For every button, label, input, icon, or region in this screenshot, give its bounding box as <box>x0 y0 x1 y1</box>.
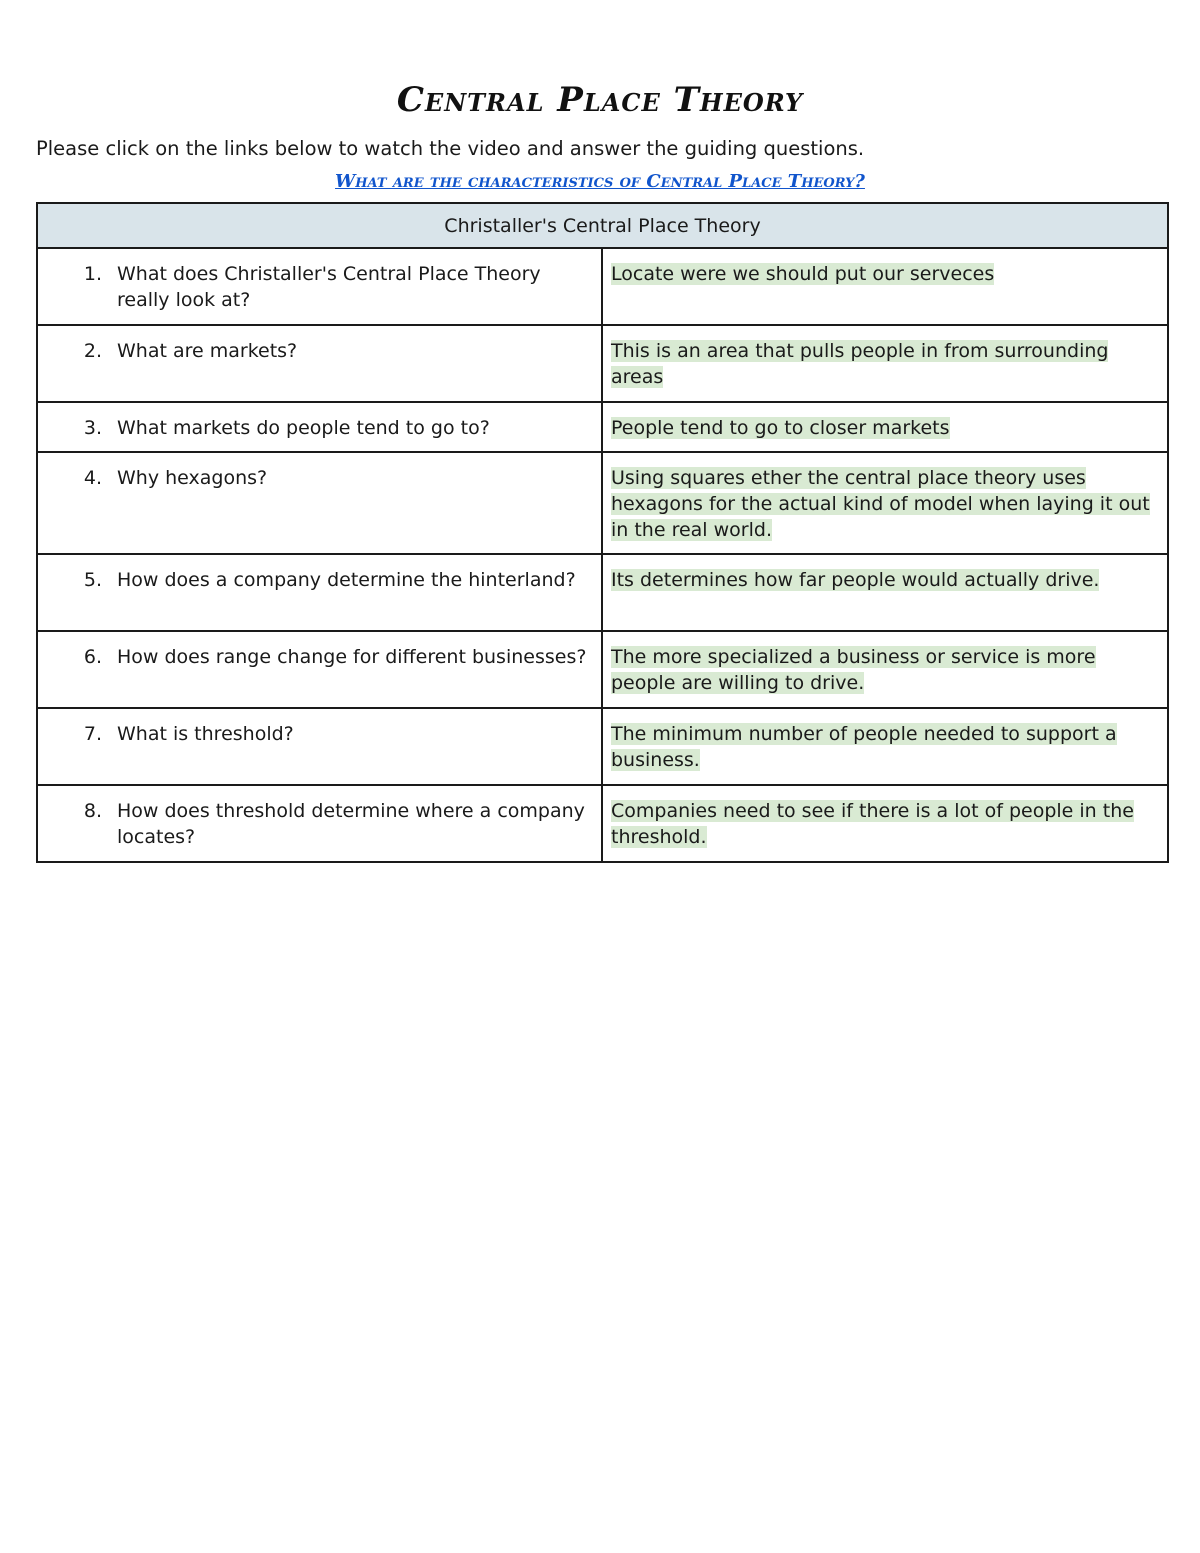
table-header: Christaller's Central Place Theory <box>37 203 1168 248</box>
answer-text: Locate were we should put our serveces <box>611 263 995 285</box>
instructions-text: Please click on the links below to watch the video and answer the guiding questions. <box>36 137 865 160</box>
answer-text: Companies need to see if there is a lot of people in the threshold. <box>611 800 1134 848</box>
question-number: 6. <box>83 646 102 668</box>
question-number: 5. <box>83 569 102 591</box>
question-cell <box>37 452 602 554</box>
question-text: What is threshold? <box>117 723 294 745</box>
answer-cell[interactable] <box>602 631 1168 708</box>
answer-cell[interactable] <box>602 248 1168 325</box>
question-cell <box>37 631 602 708</box>
table-row <box>37 452 1168 554</box>
question-number: 3. <box>83 417 102 439</box>
question-number: 7. <box>83 723 102 745</box>
answer-cell[interactable] <box>602 402 1168 452</box>
answer-cell[interactable] <box>602 708 1168 785</box>
question-text: What does Christaller's Central Place Theory really look at? <box>117 263 541 311</box>
video-link[interactable]: What are the characteristics of Central Place Theory? <box>335 171 865 192</box>
question-cell <box>37 402 602 452</box>
question-number: 2. <box>83 340 102 362</box>
question-text: What are markets? <box>117 340 298 362</box>
question-cell <box>37 554 602 631</box>
table-header-row <box>37 203 1168 248</box>
table-row <box>37 785 1168 862</box>
question-text: How does range change for different businesses? <box>117 646 587 668</box>
page-title: Central Place Theory <box>396 80 804 120</box>
question-number: 4. <box>83 467 102 489</box>
table-row <box>37 631 1168 708</box>
question-cell <box>37 248 602 325</box>
answer-text: This is an area that pulls people in from surrounding areas <box>611 340 1109 388</box>
question-text: How does threshold determine where a company locates? <box>117 800 585 848</box>
table-row <box>37 402 1168 452</box>
table-row <box>37 325 1168 402</box>
question-number: 1. <box>83 263 102 285</box>
question-text: What markets do people tend to go to? <box>117 417 490 439</box>
answer-cell[interactable] <box>602 325 1168 402</box>
answer-cell[interactable] <box>602 452 1168 554</box>
answer-text: Using squares ether the central place theory uses hexagons for the actual kind of model when laying it out in the real world. <box>611 467 1150 541</box>
answer-text: The minimum number of people needed to support a business. <box>611 723 1117 771</box>
questions-table <box>36 202 1169 863</box>
answer-cell[interactable] <box>602 554 1168 631</box>
question-text: Why hexagons? <box>117 467 268 489</box>
answer-text: Its determines how far people would actually drive. <box>611 569 1100 591</box>
question-cell <box>37 785 602 862</box>
question-cell <box>37 325 602 402</box>
question-cell <box>37 708 602 785</box>
table-row <box>37 708 1168 785</box>
table-row <box>37 248 1168 325</box>
table-row <box>37 554 1168 631</box>
answer-cell[interactable] <box>602 785 1168 862</box>
question-text: How does a company determine the hinterland? <box>117 569 576 591</box>
question-number: 8. <box>83 800 102 822</box>
answer-text: The more specialized a business or service is more people are willing to drive. <box>611 646 1096 694</box>
answer-text: People tend to go to closer markets <box>611 417 950 439</box>
